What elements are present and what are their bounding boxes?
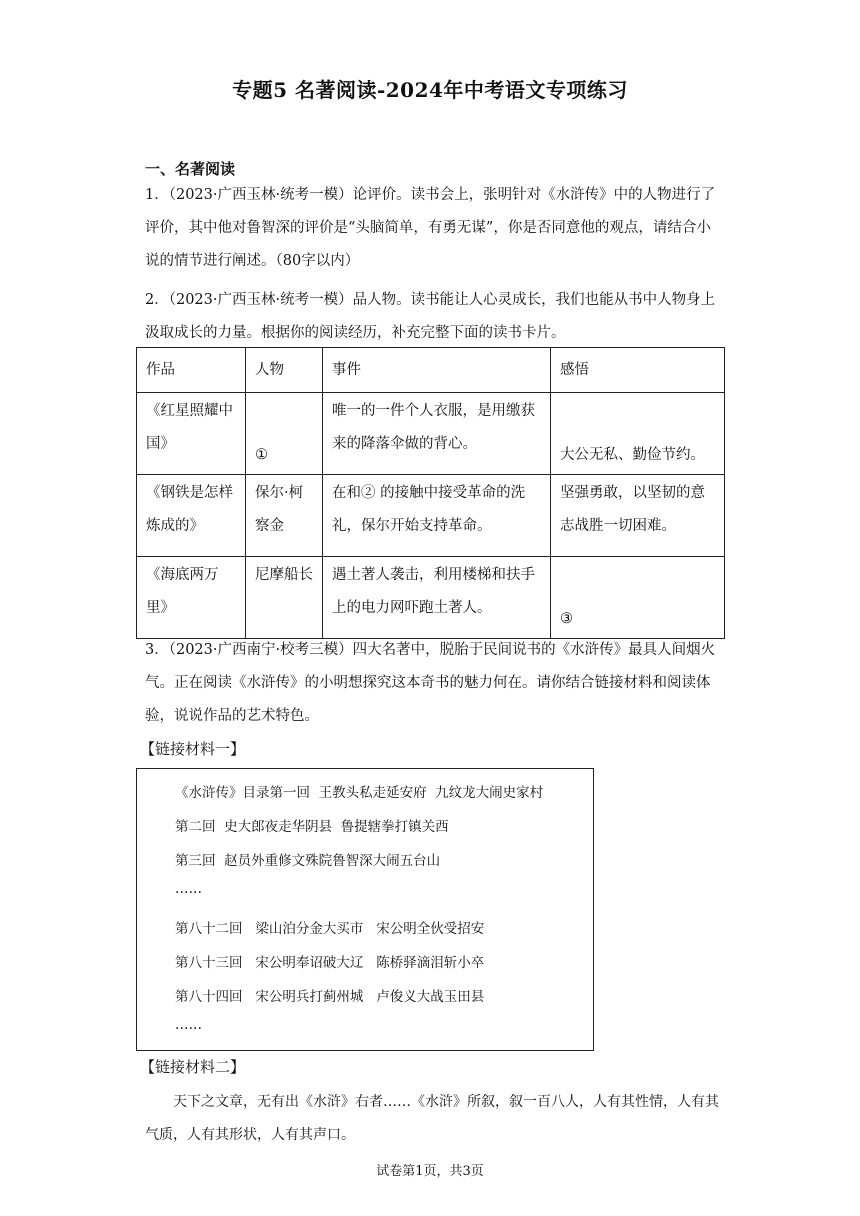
link-material-1-label: 【链接材料一】 <box>140 740 246 758</box>
toc-line: …… <box>175 881 202 897</box>
cell-character: 保尔·柯察金 <box>246 475 323 557</box>
cell-event: 遇土著人袭击，利用楼梯和扶手上的电力网吓跑土著人。 <box>323 557 551 639</box>
link-material-2-label: 【链接材料二】 <box>140 1058 246 1076</box>
header-insight: 感悟 <box>551 348 725 393</box>
header-character: 人物 <box>246 348 323 393</box>
toc-line: 《水浒传》目录第一回 王教头私走延安府 九纹龙大闹史家村 <box>175 785 544 801</box>
table-row <box>137 393 725 475</box>
toc-line: 第三回 赵员外重修文殊院鲁智深大闹五台山 <box>175 853 441 869</box>
cell-insight: ③ <box>551 557 725 639</box>
table-header-row <box>137 348 725 393</box>
section-heading: 一、名著阅读 <box>145 160 236 178</box>
cell-work: 《钢铁是怎样炼成的》 <box>137 475 246 557</box>
toc-line: 第八十二回 梁山泊分金大买市 宋公明全伙受招安 <box>175 921 485 937</box>
table-row <box>137 557 725 639</box>
cell-insight: 坚强勇敢，以坚韧的意志战胜一切困难。 <box>551 475 725 557</box>
cell-event: 唯一的一件个人衣服，是用缴获来的降落伞做的背心。 <box>323 393 551 475</box>
cell-event: 在和② 的接触中接受革命的洗礼，保尔开始支持革命。 <box>323 475 551 557</box>
cell-work: 《海底两万里》 <box>137 557 246 639</box>
toc-line: 第八十四回 宋公明兵打蓟州城 卢俊义大战玉田县 <box>175 989 485 1005</box>
table-of-contents-box <box>136 768 594 1051</box>
toc-line: …… <box>175 1017 202 1033</box>
table-row <box>137 475 725 557</box>
cell-character: 尼摩船长 <box>246 557 323 639</box>
link-material-2-text: 天下之文章，无有出《水浒》右者……《水浒》所叙，叙一百八人，人有其性情，人有其气质，人有其形状，人有其声口。 <box>145 1094 719 1143</box>
cell-insight: 大公无私、勤俭节约。 <box>551 393 725 475</box>
question-2: 2．（2023·广西玉林·统考一模）品人物。读书能让人心灵成长，我们也能从书中人物身上汲取成长的力量。根据你的阅读经历，补充完整下面的读书卡片。 <box>145 292 716 341</box>
page-title: 专题5 名著阅读-2024年中考语文专项练习 <box>232 78 628 102</box>
header-event: 事件 <box>323 348 551 393</box>
cell-character: ① <box>246 393 323 475</box>
header-work: 作品 <box>137 348 246 393</box>
toc-line: 第二回 史大郎夜走华阴县 鲁提辖拳打镇关西 <box>175 819 449 835</box>
cell-work: 《红星照耀中国》 <box>137 393 246 475</box>
question-1: 1．（2023·广西玉林·统考一模）论评价。读书会上，张明针对《水浒传》中的人物进行了评价，其中他对鲁智深的评价是“头脑简单，有勇无谋”，你是否同意他的观点，请结合小说的情节进行阐述。（80字以内） <box>145 187 716 269</box>
toc-line: 第八十三回 宋公明奉诏破大辽 陈桥驿滴泪斩小卒 <box>175 955 485 971</box>
reading-card-table <box>136 347 725 639</box>
page-footer: 试卷第1页，共3页 <box>376 1164 484 1179</box>
question-3: 3．（2023·广西南宁·校考三模）四大名著中，脱胎于民间说书的《水浒传》最具人间烟火气。正在阅读《水浒传》的小明想探究这本奇书的魅力何在。请你结合链接材料和阅读体验，说说作品的艺术特色。 <box>145 642 716 724</box>
